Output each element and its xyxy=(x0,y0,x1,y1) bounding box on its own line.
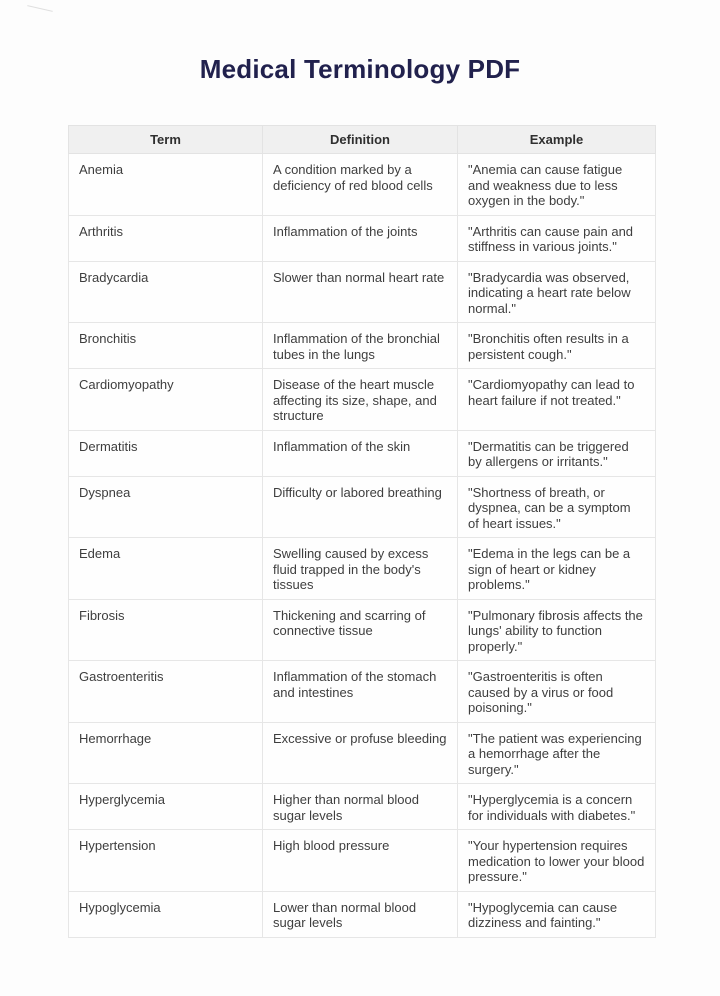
example-cell: "Cardiomyopathy can lead to heart failure if not treated." xyxy=(458,369,656,431)
table-row xyxy=(69,661,656,723)
definition-cell: Thickening and scarring of connective tissue xyxy=(263,599,458,661)
term-cell: Hemorrhage xyxy=(69,722,263,784)
term-cell: Edema xyxy=(69,538,263,600)
definition-cell: Disease of the heart muscle affecting its size, shape, and structure xyxy=(263,369,458,431)
table-row xyxy=(69,154,656,216)
example-cell: "Your hypertension requires medication to lower your blood pressure." xyxy=(458,830,656,892)
example-cell: "Bradycardia was observed, indicating a heart rate below normal." xyxy=(458,261,656,323)
table-row xyxy=(69,599,656,661)
term-cell: Bronchitis xyxy=(69,323,263,369)
term-cell: Arthritis xyxy=(69,215,263,261)
column-header-term: Term xyxy=(69,126,263,154)
example-cell: "Shortness of breath, or dyspnea, can be a symptom of heart issues." xyxy=(458,476,656,538)
term-cell: Hypertension xyxy=(69,830,263,892)
example-cell: "Edema in the legs can be a sign of heart or kidney problems." xyxy=(458,538,656,600)
table-row xyxy=(69,369,656,431)
page-title: Medical Terminology PDF xyxy=(199,54,521,84)
table-row xyxy=(69,261,656,323)
column-header-definition: Definition xyxy=(263,126,458,154)
example-cell: "Anemia can cause fatigue and weakness due to less oxygen in the body." xyxy=(458,154,656,216)
definition-cell: Slower than normal heart rate xyxy=(263,261,458,323)
example-cell: "Hyperglycemia is a concern for individuals with diabetes." xyxy=(458,784,656,830)
term-cell: Bradycardia xyxy=(69,261,263,323)
example-cell: "The patient was experiencing a hemorrhage after the surgery." xyxy=(458,722,656,784)
example-cell: "Gastroenteritis is often caused by a virus or food poisoning." xyxy=(458,661,656,723)
table-row xyxy=(69,430,656,476)
page-corner-artifact xyxy=(27,5,53,12)
example-cell: "Pulmonary fibrosis affects the lungs' ability to function properly." xyxy=(458,599,656,661)
example-cell: "Bronchitis often results in a persistent cough." xyxy=(458,323,656,369)
definition-cell: Difficulty or labored breathing xyxy=(263,476,458,538)
term-cell: Fibrosis xyxy=(69,599,263,661)
definition-cell: Inflammation of the skin xyxy=(263,430,458,476)
definition-cell: Inflammation of the joints xyxy=(263,215,458,261)
definition-cell: Swelling caused by excess fluid trapped in the body's tissues xyxy=(263,538,458,600)
table-row xyxy=(69,476,656,538)
definition-cell: A condition marked by a deficiency of red blood cells xyxy=(263,154,458,216)
term-cell: Cardiomyopathy xyxy=(69,369,263,431)
table-row xyxy=(69,891,656,937)
term-cell: Hypoglycemia xyxy=(69,891,263,937)
definition-cell: Excessive or profuse bleeding xyxy=(263,722,458,784)
definition-cell: Inflammation of the stomach and intestines xyxy=(263,661,458,723)
definition-cell: Inflammation of the bronchial tubes in the lungs xyxy=(263,323,458,369)
example-cell: "Hypoglycemia can cause dizziness and fainting." xyxy=(458,891,656,937)
term-cell: Hyperglycemia xyxy=(69,784,263,830)
column-header-example: Example xyxy=(458,126,656,154)
table-row xyxy=(69,538,656,600)
definition-cell: Higher than normal blood sugar levels xyxy=(263,784,458,830)
example-cell: "Arthritis can cause pain and stiffness in various joints." xyxy=(458,215,656,261)
table-row xyxy=(69,722,656,784)
table-row xyxy=(69,830,656,892)
definition-cell: High blood pressure xyxy=(263,830,458,892)
terminology-table xyxy=(68,125,656,938)
term-cell: Anemia xyxy=(69,154,263,216)
table-row xyxy=(69,323,656,369)
term-cell: Dermatitis xyxy=(69,430,263,476)
definition-cell: Lower than normal blood sugar levels xyxy=(263,891,458,937)
example-cell: "Dermatitis can be triggered by allergens or irritants." xyxy=(458,430,656,476)
term-cell: Gastroenteritis xyxy=(69,661,263,723)
table-row xyxy=(69,784,656,830)
table-header-row xyxy=(69,126,656,154)
table-row xyxy=(69,215,656,261)
term-cell: Dyspnea xyxy=(69,476,263,538)
